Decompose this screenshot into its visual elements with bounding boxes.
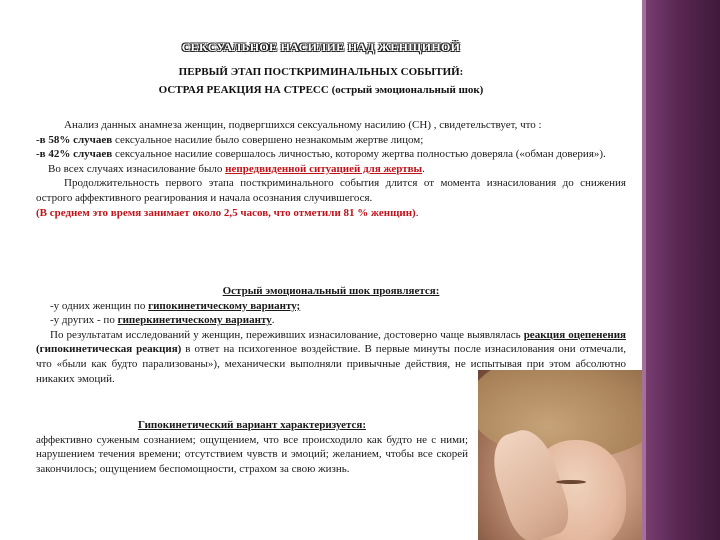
unforeseen-situation: непредвиденной ситуацией для жертвы: [225, 162, 423, 175]
variant-hyper-line: [36, 313, 626, 328]
stage-heading: ПЕРВЫЙ ЭТАП ПОСТКРИМИНАЛЬНЫХ СОБЫТИЙ:: [178, 66, 464, 78]
woman-photo: [478, 370, 642, 540]
duration-text: Продолжительность первого этапа посткриминального события длится от момента изнасилования до снижения острого аффективного реагирования и начала осознания случившегося.: [36, 177, 626, 204]
analysis-block: [36, 118, 626, 220]
decorative-side-band: [642, 0, 720, 540]
results-c: в ответ на психогенное воздействие. В первые минуты после изнасилования они отмечали, что «были как будто парализованы»), механически выполняли привычные действия, не испытывая при этом абсолютно никаких эмоций.: [36, 343, 626, 385]
slide-title: СЕКСУАЛЬНОЕ НАСИЛИЕ НАД ЖЕНЩИНОЙ: [181, 40, 461, 54]
variant-hyper-prefix: -у других - по: [50, 314, 118, 327]
results-a: По результатам исследований у женщин, переживших изнасилование, достоверно чаще выявлялась: [50, 328, 524, 341]
numbness-reaction: реакция оцепенения: [523, 328, 626, 341]
variant-hypo-prefix: -у одних женщин по: [50, 299, 149, 312]
photo-eye: [556, 480, 586, 484]
variant-hyper-label: гиперкинетическому варианту: [117, 314, 272, 327]
stat-58-text: сексуальное насилие было совершено незнакомым жертве лицом;: [112, 133, 424, 146]
stat-42-text: сексуальное насилие совершалось личностью, которому жертва полностью доверяла («обман доверия»).: [112, 148, 606, 161]
hypo-block: [36, 418, 468, 476]
stat-42-label: -в 42% случаев: [36, 148, 113, 161]
stress-heading: ОСТРАЯ РЕАКЦИЯ НА СТРЕСС (острый эмоциональный шок): [158, 84, 484, 96]
shock-title: Острый эмоциональный шок проявляется:: [222, 285, 440, 297]
variant-hypo-line: [36, 299, 626, 314]
all-cases-text: Во всех случаях изнасилование было: [48, 162, 226, 175]
all-cases-end: .: [422, 162, 425, 175]
stat-item-42: [36, 147, 626, 162]
stat-item-58: [36, 133, 626, 148]
variant-hyper-end: .: [271, 314, 275, 327]
all-cases-line: [36, 162, 626, 177]
hypo-title: Гипокинетический вариант характеризуется:: [138, 419, 366, 431]
average-time-red: (В среднем это время занимает около 2,5 часов, что отметили 81 % женщин): [36, 206, 416, 219]
average-end: .: [415, 206, 419, 219]
results-b: (гипокинетическая реакция): [36, 343, 182, 356]
intro-text: Анализ данных анамнеза женщин, подвергшихся сексуальному насилию (СН) , свидетельствует, что :: [64, 119, 542, 131]
average-line: [36, 206, 626, 221]
variant-hypo-label: гипокинетическому варианту;: [148, 299, 301, 312]
hypo-text: аффективно суженым сознанием; ощущением, что все происходило как будто не с ними; нарушением течения времени; отсутствием чувств и эмоций; желанием, чтобы все скорей закончилось; ощущением беспомощности, страхом за свою жизнь.: [36, 433, 468, 475]
stat-58-label: -в 58% случаев: [36, 133, 113, 146]
